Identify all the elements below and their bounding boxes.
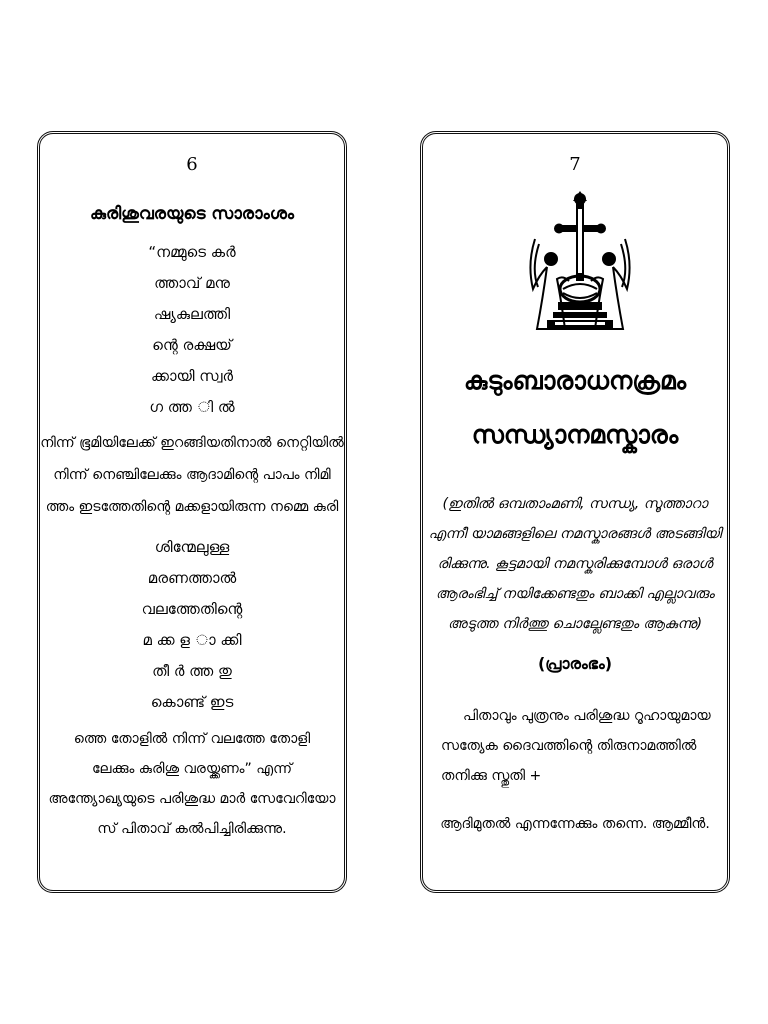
- text-line: എന്നീ യാമങ്ങളിലെ നമസ്കാരങ്ങള്‍ അടങ്ങിയി: [428, 526, 722, 542]
- cross-shaped-text-arm: [40, 427, 344, 523]
- section-heading: (പ്രാരംഭം): [537, 654, 613, 673]
- text-line: ആരംഭിച്ച് നയിക്കേണ്ടതും ബാക്കി എല്ലാവരും: [435, 586, 715, 602]
- text-line: ലേക്കും കുരിശു വരയ്ക്കണം” എന്ന്: [91, 761, 293, 777]
- text-line: നിന്ന് ഭൂമിയിലേക്ക് ഇറങ്ങിയതിനാല്‍ നെറ്റിയില്‍: [40, 435, 344, 451]
- page-6: [37, 131, 347, 893]
- main-title: കുടുംബാരാധനക്രമം: [463, 366, 687, 395]
- text-line: അടുത്ത നിര്‍ത്തു ചൊല്ലേണ്ടതും ആകുന്നു): [447, 616, 703, 632]
- text-line: ക്കായി സ്വര്‍: [151, 367, 233, 385]
- text-line: സത്യേക ദൈവത്തിന്റെ തിരുനാമത്തില്‍: [441, 738, 697, 754]
- text-line: ത്തം ഇടത്തേതിന്റെ മക്കളായിരുന്ന നമ്മെ കുരി: [45, 499, 339, 515]
- text-line: ഷ്യകുലത്തി: [153, 305, 231, 323]
- text-line: കൊണ്ട് ഇട: [150, 693, 234, 711]
- text-line: ത്തെ തോളില്‍ നിന്ന് വലത്തേ തോളി: [73, 731, 311, 747]
- text-line: അന്ത്യോഖ്യയുടെ പരിശുദ്ധ മാര്‍ സേവേറിയോ: [48, 791, 336, 807]
- text-line: തനിക്കു സ്തുതി +: [441, 768, 542, 784]
- cross-with-angels-icon: [525, 189, 635, 339]
- instruction-note: [423, 489, 727, 639]
- opening-prayer: [441, 701, 713, 791]
- text-line: ത്താവ് മനു: [154, 274, 230, 292]
- text-line: രിക്കുന്നു. കൂട്ടമായി നമസ്കരിക്കുമ്പോള്‍ ഒരാള്‍: [437, 556, 713, 572]
- sub-title: സന്ധ്യാനമസ്കാരം: [471, 420, 679, 449]
- text-line: ഗ ത്ത ി ല്‍: [149, 398, 235, 416]
- page-number: 6: [186, 154, 198, 175]
- text-line: നിന്ന് നെഞ്ചിലേക്കും ആദാമിന്റെ പാപം നിമി: [53, 467, 331, 483]
- amen-line: ആദിമുതല്‍ എന്നന്നേക്കും തന്നെ. ആമ്മീന്‍.: [440, 816, 710, 832]
- text-line: ന്റെ രക്ഷയ്: [152, 336, 232, 354]
- page-number: 7: [569, 154, 581, 175]
- text-line: സ് പിതാവ് കല്‍പിച്ചിരിക്കുന്നു.: [97, 821, 287, 837]
- closing-paragraph: [40, 724, 344, 844]
- text-line: ശിന്മേലുള്ള: [154, 538, 230, 556]
- text-line: (ഇതില്‍ ഒമ്പതാംമണി, സന്ധ്യ, സൂത്താറാ: [442, 496, 708, 512]
- text-line: മ ക്ക ള ാ ക്കി: [142, 631, 242, 649]
- page-7: [420, 131, 730, 893]
- page-title: കുരിശുവരയുടെ സാരാംശം: [90, 204, 294, 224]
- text-line: പിതാവും പുത്രനും പരിശുദ്ധ റൂഹായുമായ: [463, 708, 711, 724]
- text-line: തീ ര്‍ ത്ത തു: [152, 662, 232, 680]
- cross-shaped-text-bottom: [40, 532, 344, 718]
- text-line: വലത്തേതിന്റെ: [141, 600, 243, 618]
- cross-shaped-text-top: [40, 237, 344, 423]
- text-line: മരണത്താല്‍: [147, 569, 237, 587]
- text-line: “നമ്മുടെ കര്‍: [148, 243, 236, 261]
